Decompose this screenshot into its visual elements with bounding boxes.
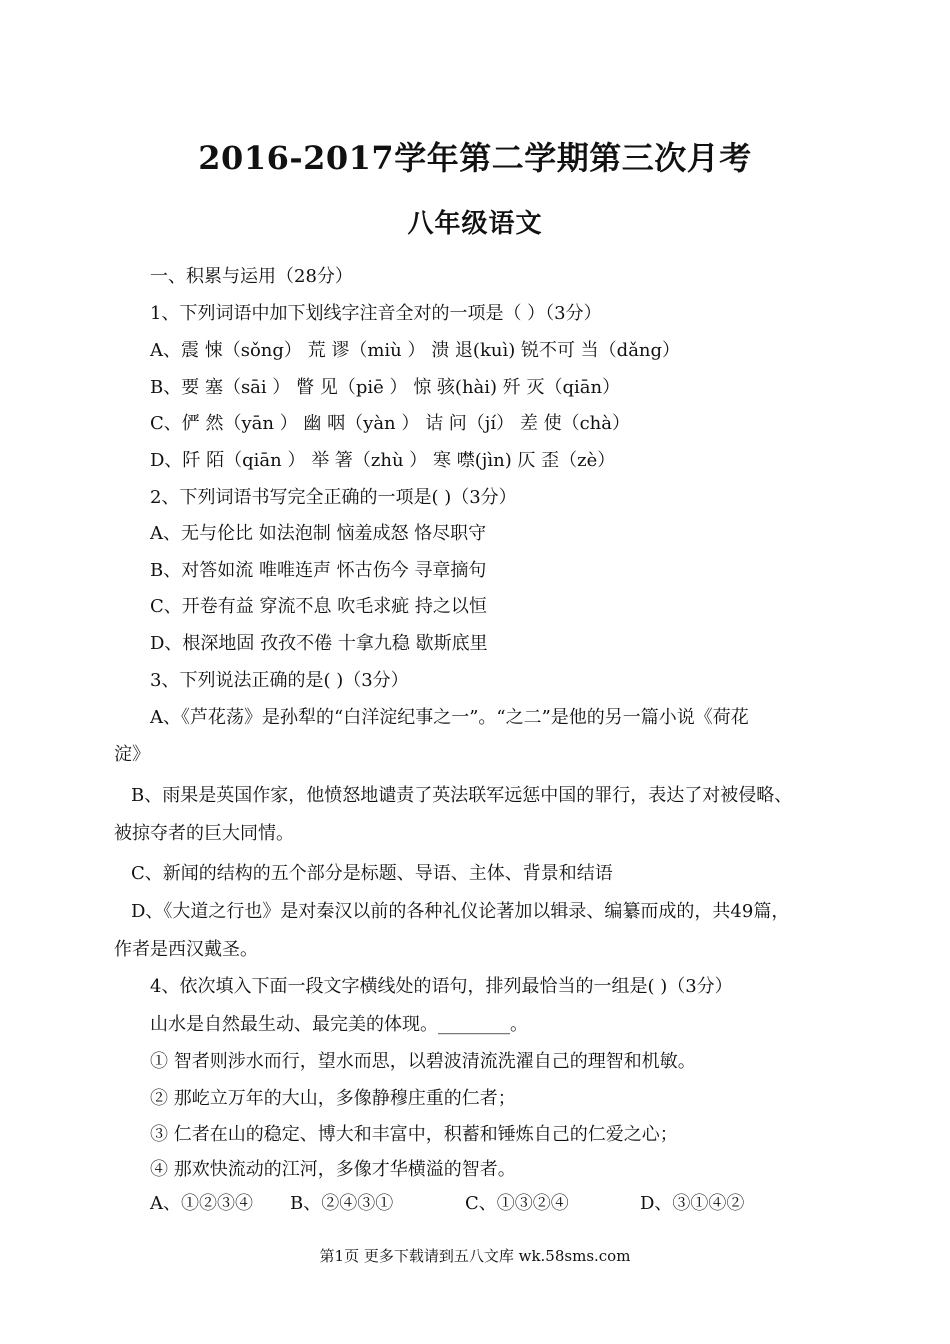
question-4-choice-c: C、①③②④ (465, 1193, 569, 1214)
question-2-option-a: A、无与伦比 如法泡制 恼羞成怒 恪尽职守 (150, 523, 487, 544)
question-3-option-a-continued: 淀》 (114, 744, 150, 765)
page-title: 2016-2017学年第二学期第三次月考 (198, 139, 752, 177)
question-3-option-b: B、雨果是英国作家，他愤怒地谴责了英法联军远惩中国的罪行，表达了对被侵略、 (131, 785, 793, 806)
question-4-sentence-2: ② 那屹立万年的大山，多像静穆庄重的仁者； (150, 1088, 516, 1109)
question-1-stem: 1、下列词语中加下划线字注音全对的一项是（ ）（3分） (150, 303, 602, 324)
question-3-option-c: C、新闻的结构的五个部分是标题、导语、主体、背景和结语 (131, 863, 613, 884)
question-4-sentence-4: ④ 那欢快流动的江河，多像才华横溢的智者。 (150, 1159, 516, 1180)
section-heading: 一、积累与运用（28分） (150, 266, 353, 287)
question-2-option-d: D、根深地固 孜孜不倦 十拿九稳 歇斯底里 (150, 633, 488, 654)
question-4-choice-d: D、③①④② (640, 1193, 745, 1214)
question-1-option-a: A、震 悚（sǒng） 荒 谬（miù ） 溃 退(kuì) 锐不可 当（dǎng） (150, 340, 681, 361)
question-1-option-c: C、俨 然（yān ） 幽 咽（yàn ） 诘 问（jí） 差 使（chà） (150, 413, 630, 434)
question-1-option-b: B、要 塞（sāi ） 瞥 见（piē ） 惊 骇(hài) 歼 灭（qiān） (150, 377, 621, 398)
question-3-option-d: D、《大道之行也》是对秦汉以前的各种礼仪论著加以辑录、编纂而成的，共49篇， (131, 901, 790, 922)
question-3-option-b-continued: 被掠夺者的巨大同情。 (114, 823, 294, 844)
page-subtitle: 八年级语文 (407, 209, 543, 239)
question-4-sentence-3: ③ 仁者在山的稳定、博大和丰富中，积蓄和锤炼自己的仁爱之心； (150, 1124, 678, 1145)
question-3-option-d-continued: 作者是西汉戴圣。 (114, 939, 258, 960)
page-footer: 第1页 更多下载请到五八文库 wk.58sms.com (319, 1247, 631, 1265)
question-3-stem: 3、下列说法正确的是( )（3分） (150, 670, 409, 691)
question-2-option-c: C、开卷有益 穿流不息 吹毛求疵 持之以恒 (150, 596, 487, 617)
question-4-choice-b: B、②④③① (290, 1193, 394, 1214)
question-3-option-a: A、《芦花荡》是孙犁的“白洋淀纪事之一”。“之二”是他的另一篇小说《荷花 (150, 707, 749, 728)
question-2-option-b: B、对答如流 唯唯连声 怀古伤今 寻章摘句 (150, 560, 487, 581)
question-4-passage: 山水是自然最生动、最完美的体现。________。 (150, 1014, 528, 1035)
question-1-option-d: D、阡 陌（qiān ） 举 箸（zhù ） 寒 噤(jìn) 仄 歪（zè） (150, 450, 616, 471)
question-4-choice-a: A、①②③④ (150, 1193, 253, 1214)
question-2-stem: 2、下列词语书写完全正确的一项是( )（3分） (150, 487, 517, 508)
question-4-choices (150, 1189, 790, 1213)
question-4-sentence-1: ① 智者则涉水而行，望水而思，以碧波清流洗濯自己的理智和机敏。 (150, 1051, 696, 1072)
question-4-stem: 4、依次填入下面一段文字横线处的语句，排列最恰当的一组是( )（3分） (150, 976, 733, 997)
